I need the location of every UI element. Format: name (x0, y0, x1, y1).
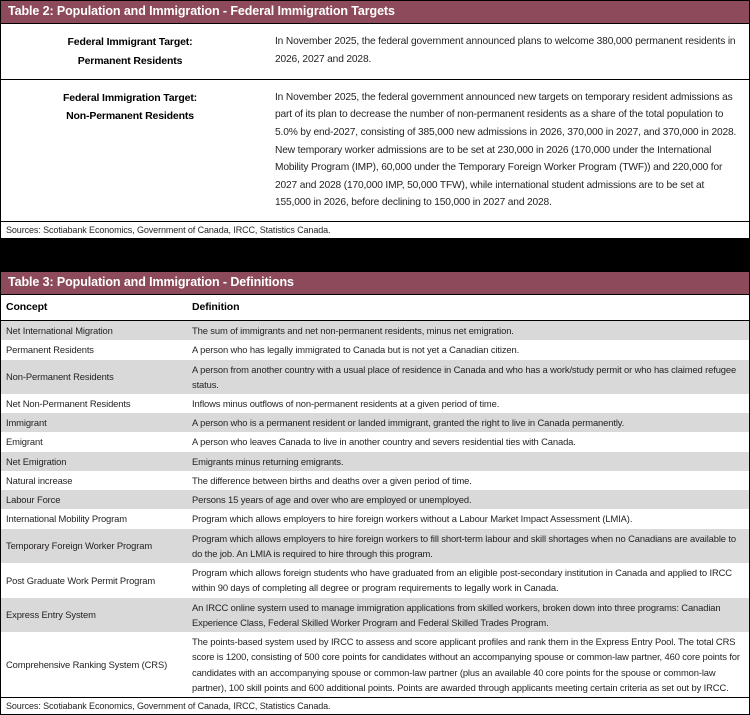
definition-cell: An IRCC online system used to manage immigration applications from skilled workers, broken down into three programs: Canadian Experience Class, Federal Skilled Worker Program and Federal Skilled Trades Program. (187, 598, 749, 632)
table-2-title: Table 2: Population and Immigration - Federal Immigration Targets (1, 1, 749, 24)
table-3-card (0, 271, 750, 715)
definition-cell: Persons 15 years of age and over who are employed or unemployed. (187, 490, 749, 509)
table-row (1, 340, 749, 359)
concept-cell: Net Emigration (1, 452, 187, 471)
definition-cell: The points-based system used by IRCC to assess and score applicant profiles and rank them in the Express Entry Pool. The total CRS score is 1200, consisting of 500 core points for candidates without an accompanying spouse or common-law partner, 460 core points for candidates with an accompanying spouse or common-law partner (plus an available 40 core points for the spouse or common-law partner), 100 skill points and 600 additional points. Points are awarded through applicants meeting certain criteria as set out by IRCC. (187, 632, 749, 697)
table-2-sources: Sources: Scotiabank Economics, Government of Canada, IRCC, Statistics Canada. (1, 221, 749, 238)
table-3-title: Table 3: Population and Immigration - Definitions (1, 272, 749, 295)
table-row (1, 490, 749, 509)
table-2-row-1-label (1, 79, 263, 220)
table-row (1, 471, 749, 490)
table-row (1, 321, 749, 341)
definition-cell: The difference between births and deaths over a given period of time. (187, 471, 749, 490)
column-header-concept: Concept (1, 295, 187, 321)
table-2-row-0-label (1, 24, 263, 79)
definition-cell: A person who has legally immigrated to Canada but is not yet a Canadian citizen. (187, 340, 749, 359)
column-header-definition: Definition (187, 295, 749, 321)
table-row (1, 452, 749, 471)
definition-cell: Program which allows foreign students who have graduated from an eligible post-secondary institution in Canada and applied to IRCC within 90 days of completing all degree or program requirements to legally work in Canada. (187, 563, 749, 597)
concept-cell: International Mobility Program (1, 509, 187, 528)
table-2-row-0-text: In November 2025, the federal government announced plans to welcome 380,000 permanent residents in 2026, 2027 and 2028. (275, 36, 736, 65)
label-line-2: Non-Permanent Residents (66, 110, 194, 123)
table-3-sources: Sources: Scotiabank Economics, Government of Canada, IRCC, Statistics Canada. (1, 697, 749, 714)
concept-cell: Temporary Foreign Worker Program (1, 529, 187, 563)
table-row (1, 529, 749, 563)
table-row (1, 413, 749, 432)
table-3-header-row (1, 295, 749, 321)
table-row (1, 360, 749, 394)
definition-cell: Program which allows employers to hire foreign workers without a Labour Market Impact Assessment (LMIA). (187, 509, 749, 528)
label-line-1: Federal Immigration Target: (62, 91, 198, 104)
concept-cell: Emigrant (1, 432, 187, 451)
table-2-row-1-text: In November 2025, the federal government announced new targets on temporary resident admissions as part of its plan to decrease the number of non-permanent residents as a share of the total population to 5.0% by end-2027, consisting of 385,000 new admissions in 2026, 370,000 in 2027, and 370,000 in 2028. New temporary worker admissions are to be set at 230,000 in 2026 (170,000 under the International Mobility Program (IMP), 60,000 under the Temporary Foreign Worker Program (TWF)) and 220,000 for 2027 and 2028 (170,000 IMP, 50,000 TFW), while international student admissions are to be set at 155,000 in 2026, before declining to 150,000 in 2027 and 2028. (275, 91, 737, 209)
label-line-1: Federal Immigrant Target: (67, 36, 193, 49)
table-row (1, 509, 749, 528)
table-row (1, 24, 749, 79)
table-row (1, 79, 749, 220)
table-row (1, 598, 749, 632)
concept-cell: Immigrant (1, 413, 187, 432)
concept-cell: Permanent Residents (1, 340, 187, 359)
table-row (1, 563, 749, 597)
definition-cell: Program which allows employers to hire foreign workers to fill short-term labour and skill shortages when no Canadians are available to do the job. An LMIA is required to hire through this program. (187, 529, 749, 563)
table-3-body (1, 295, 749, 697)
table-row (1, 394, 749, 413)
table-row (1, 632, 749, 697)
concept-cell: Non-Permanent Residents (1, 360, 187, 394)
table-row (1, 432, 749, 451)
concept-cell: Net International Migration (1, 321, 187, 341)
concept-cell: Natural increase (1, 471, 187, 490)
label-line-2: Permanent Residents (77, 54, 183, 67)
definition-cell: A person from another country with a usual place of residence in Canada and who has a work/study permit or who has claimed refugee status. (187, 360, 749, 394)
inter-table-gap (0, 239, 750, 271)
concept-cell: Express Entry System (1, 598, 187, 632)
table-2-card (0, 0, 750, 239)
concept-cell: Post Graduate Work Permit Program (1, 563, 187, 597)
definition-cell: A person who leaves Canada to live in another country and severs residential ties with Canada. (187, 432, 749, 451)
concept-cell: Net Non-Permanent Residents (1, 394, 187, 413)
concept-cell: Comprehensive Ranking System (CRS) (1, 632, 187, 697)
concept-cell: Labour Force (1, 490, 187, 509)
definition-cell: Emigrants minus returning emigrants. (187, 452, 749, 471)
definition-cell: A person who is a permanent resident or landed immigrant, granted the right to live in Canada permanently. (187, 413, 749, 432)
definition-cell: The sum of immigrants and net non-permanent residents, minus net emigration. (187, 321, 749, 341)
definition-cell: Inflows minus outflows of non-permanent residents at a given period of time. (187, 394, 749, 413)
table-2-body (1, 24, 749, 221)
